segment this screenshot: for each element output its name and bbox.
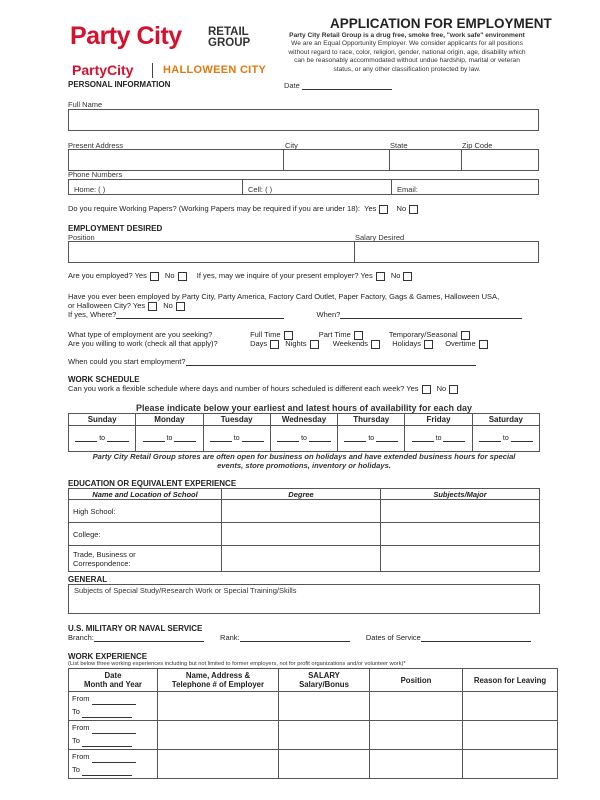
- weekends-checkbox[interactable]: [371, 340, 380, 349]
- highschool-degree-field[interactable]: [222, 500, 381, 523]
- education-heading: EDUCATION OR EQUIVALENT EXPERIENCE: [68, 479, 237, 488]
- cell-phone-field[interactable]: [242, 179, 392, 195]
- work-date-1[interactable]: [69, 692, 158, 721]
- wp-no-checkbox[interactable]: [409, 205, 418, 214]
- trade-label-line2: Correspondence:: [73, 558, 131, 568]
- general-heading: GENERAL: [68, 575, 108, 584]
- zip-field[interactable]: [461, 149, 539, 171]
- work-position-1[interactable]: [370, 692, 463, 721]
- phone-label: Phone Numbers: [68, 170, 123, 179]
- type-question: What type of employment are you seeking?: [68, 330, 213, 339]
- education-row-trade: [69, 546, 540, 572]
- flex-yes-label: Yes: [406, 384, 419, 393]
- where-field[interactable]: [116, 318, 284, 319]
- col-reason: Reason for Leaving: [463, 669, 558, 692]
- hours-wednesday[interactable]: [270, 426, 337, 452]
- general-subjects-label: Subjects of Special Study/Research Work or Special Training/Skills: [74, 586, 297, 595]
- education-row-highschool: [69, 500, 540, 523]
- col-salary: [279, 669, 370, 692]
- work-salary-3[interactable]: [279, 750, 370, 779]
- flex-no-checkbox[interactable]: [449, 385, 458, 394]
- flex-yes-checkbox[interactable]: [422, 385, 431, 394]
- to-text: to: [233, 435, 240, 442]
- policy-line-2: We are an Equal Opportunity Employer. We consider applicants for all positions: [291, 40, 523, 48]
- days-label: Days: [250, 339, 268, 348]
- work-position-2[interactable]: [370, 721, 463, 750]
- schedule-note-line2: events, store promotions, inventory or holidays.: [217, 461, 391, 470]
- employed-question: Are you employed?: [68, 271, 133, 280]
- trade-major-field[interactable]: [381, 546, 540, 572]
- rank-field[interactable]: [240, 641, 350, 642]
- to-text: to: [99, 435, 106, 442]
- schedule-table-title: Please indicate below your earliest and latest hours of availability for each day: [135, 403, 473, 413]
- full-name-field[interactable]: [68, 109, 539, 131]
- date-field[interactable]: [302, 89, 392, 90]
- employed-yes-label: Yes: [134, 271, 147, 280]
- to-text: to: [435, 435, 442, 442]
- work-row-3: [69, 750, 558, 779]
- state-label: State: [390, 141, 408, 150]
- schedule-header-row: [69, 414, 540, 426]
- party-city-logo: [70, 22, 182, 51]
- date-label: [284, 81, 392, 90]
- dates-field[interactable]: [421, 641, 531, 642]
- working-papers-question: Do you require Working Papers? (Working Papers may be required if you are under 18):: [68, 204, 360, 213]
- work-heading: WORK EXPERIENCE: [68, 652, 148, 661]
- work-employer-1[interactable]: [158, 692, 279, 721]
- day-sunday: Sunday: [69, 414, 136, 426]
- employed-no-label: No: [164, 271, 175, 280]
- schedule-hours-row: [69, 426, 540, 452]
- work-table: [68, 668, 558, 779]
- position-field[interactable]: [68, 241, 355, 263]
- work-subheading: (List below three working experiences including but not limited to former employers, not for profit organizations and/or volunteer work)*: [68, 661, 406, 667]
- hours-saturday[interactable]: [472, 426, 539, 452]
- work-salary-2[interactable]: [279, 721, 370, 750]
- highschool-major-field[interactable]: [381, 500, 540, 523]
- logo-divider: [152, 63, 153, 78]
- dates-label: Dates of Service: [365, 633, 421, 642]
- to-label: To: [72, 765, 80, 774]
- work-header-row: [69, 669, 558, 692]
- when-label: When?: [316, 310, 341, 319]
- when-field[interactable]: [340, 318, 522, 319]
- email-label: Email:: [397, 185, 418, 194]
- overtime-checkbox[interactable]: [479, 340, 488, 349]
- day-tuesday: Tuesday: [203, 414, 270, 426]
- page-title: APPLICATION FOR EMPLOYMENT: [330, 16, 552, 31]
- wp-yes-label: Yes: [364, 204, 377, 213]
- group-text: GROUP: [208, 37, 251, 49]
- wp-yes-checkbox[interactable]: [379, 205, 388, 214]
- overtime-label: Overtime: [445, 339, 476, 348]
- hours-tuesday[interactable]: [203, 426, 270, 452]
- col-salary-line2: Salary/Bonus: [299, 680, 349, 689]
- military-row: [68, 633, 531, 642]
- from-label: From: [72, 694, 90, 703]
- salary-label: Salary Desired: [355, 233, 405, 242]
- inquire-no-label: No: [390, 271, 401, 280]
- schedule-table: [68, 413, 540, 452]
- trade-label: [69, 546, 222, 572]
- policy-line-4: can be reasonably accommodated without undue hardship, marital or veteran: [294, 57, 520, 65]
- email-field[interactable]: [391, 179, 539, 195]
- where-when-row: [68, 310, 522, 319]
- day-wednesday: Wednesday: [270, 414, 337, 426]
- schedule-note: [68, 452, 540, 470]
- salary-field[interactable]: [354, 241, 539, 263]
- hours-thursday[interactable]: [338, 426, 405, 452]
- work-employer-2[interactable]: [158, 721, 279, 750]
- inquire-yes-checkbox[interactable]: [376, 272, 385, 281]
- party-city-small-logo: PartyCity: [72, 62, 134, 78]
- hours-monday[interactable]: [136, 426, 203, 452]
- home-phone-field[interactable]: [68, 179, 243, 195]
- col-salary-line1: SALARY: [308, 671, 340, 680]
- retail-group-label: [208, 27, 250, 49]
- education-row-college: [69, 523, 540, 546]
- city-field[interactable]: [283, 149, 390, 171]
- college-label: College:: [69, 523, 222, 546]
- part-time-label: Part Time: [318, 330, 351, 339]
- holidays-checkbox[interactable]: [424, 340, 433, 349]
- work-row-1: [69, 692, 558, 721]
- day-saturday: Saturday: [472, 414, 539, 426]
- inquire-yes-label: Yes: [360, 271, 373, 280]
- ever-no-label: No: [163, 301, 173, 310]
- work-reason-3[interactable]: [463, 750, 558, 779]
- to-label: To: [72, 707, 80, 716]
- to-text: to: [368, 435, 375, 442]
- col-position: Position: [370, 669, 463, 692]
- work-position-3[interactable]: [370, 750, 463, 779]
- employed-row: [68, 271, 416, 281]
- schedule-note-line1: Party City Retail Group stores are often open for business on holidays and have extended business hours for special: [92, 452, 516, 461]
- position-label: Position: [68, 233, 95, 242]
- zip-label: Zip Code: [462, 141, 493, 150]
- policy-text: [272, 32, 542, 74]
- policy-line-3: without regard to race, color, religion, gender, national origin, age, disability which: [288, 48, 526, 56]
- wp-no-label: No: [396, 204, 407, 213]
- halloween-city-logo: HALLOWEEN CITY: [163, 64, 267, 76]
- inquire-question: If yes, may we inquire of your present employer?: [196, 271, 359, 280]
- education-table: [68, 488, 540, 572]
- rank-label: Rank:: [220, 633, 240, 642]
- start-question: When could you start employment?: [68, 357, 186, 366]
- start-row: [68, 357, 476, 366]
- hours-sunday[interactable]: [69, 426, 136, 452]
- days-checkbox[interactable]: [270, 340, 279, 349]
- employment-heading: EMPLOYMENT DESIRED: [68, 224, 163, 233]
- branch-field[interactable]: [94, 641, 204, 642]
- weekends-label: Weekends: [332, 339, 369, 348]
- col-date-line1: Date: [104, 671, 122, 680]
- home-label: Home: ( ): [74, 185, 106, 194]
- from-label: From: [72, 752, 90, 761]
- temporary-label: Temporary/Seasonal: [388, 330, 458, 339]
- nights-checkbox[interactable]: [310, 340, 319, 349]
- personal-heading: PERSONAL INFORMATION: [68, 80, 171, 89]
- col-employer-line1: Name, Address &: [185, 671, 251, 680]
- trade-degree-field[interactable]: [222, 546, 381, 572]
- holidays-label: Holidays: [392, 339, 421, 348]
- military-heading: U.S. MILITARY OR NAVAL SERVICE: [68, 624, 203, 633]
- nights-label: Nights: [285, 339, 307, 348]
- willing-row: [68, 339, 492, 349]
- day-monday: Monday: [136, 414, 203, 426]
- trade-label-line1: Trade, Business or: [73, 549, 136, 559]
- work-reason-2[interactable]: [463, 721, 558, 750]
- policy-line-5: status, or any other classification protected by law.: [333, 65, 481, 73]
- to-text: to: [301, 435, 307, 442]
- work-reason-1[interactable]: [463, 692, 558, 721]
- work-row-2: [69, 721, 558, 750]
- schedule-heading: WORK SCHEDULE: [68, 375, 140, 384]
- col-degree: Degree: [222, 489, 381, 500]
- working-papers-row: [68, 204, 422, 214]
- start-field[interactable]: [186, 365, 476, 366]
- where-label: If yes, Where?: [68, 310, 117, 319]
- work-salary-1[interactable]: [279, 692, 370, 721]
- full-time-label: Full Time: [250, 330, 281, 339]
- state-field[interactable]: [389, 149, 462, 171]
- col-employer: [158, 669, 279, 692]
- highschool-label: High School:: [69, 500, 222, 523]
- employed-no-checkbox[interactable]: [178, 272, 187, 281]
- college-degree-field[interactable]: [222, 523, 381, 546]
- day-friday: Friday: [405, 414, 472, 426]
- flex-row: [68, 384, 462, 394]
- ever-yes-label: Yes: [132, 301, 146, 310]
- education-header-row: [69, 489, 540, 500]
- branch-label: Branch:: [68, 633, 94, 642]
- general-field[interactable]: [68, 584, 540, 614]
- work-employer-3[interactable]: [158, 750, 279, 779]
- col-date: [69, 669, 158, 692]
- flex-question: Can you work a flexible schedule where days and number of hours scheduled is different each week?: [68, 384, 405, 393]
- address-label: Present Address: [68, 141, 124, 150]
- ever-employed-line1: Have you ever been employed by Party City, Party America, Factory Card Outlet, Paper Factory, Gags & Games, Halloween USA,: [68, 292, 500, 301]
- hours-friday[interactable]: [405, 426, 472, 452]
- ever-employed-text: or Halloween City?: [68, 301, 131, 310]
- policy-line-1: Party City Retail Group is a drug free, smoke free, "work safe" environment: [289, 32, 525, 39]
- to-label: To: [72, 736, 80, 745]
- inquire-no-checkbox[interactable]: [403, 272, 412, 281]
- work-date-2[interactable]: [69, 721, 158, 750]
- address-field[interactable]: [68, 149, 284, 171]
- work-date-3[interactable]: [69, 750, 158, 779]
- col-school: Name and Location of School: [69, 489, 222, 500]
- to-text: to: [166, 435, 173, 442]
- col-date-line2: Month and Year: [84, 680, 142, 689]
- cell-label: Cell: ( ): [248, 185, 273, 194]
- date-text: Date: [284, 81, 300, 90]
- city-label: City: [285, 141, 298, 150]
- retail-text: RETAIL: [208, 26, 249, 38]
- from-label: From: [72, 723, 90, 732]
- col-subjects: Subjects/Major: [381, 489, 540, 500]
- employed-yes-checkbox[interactable]: [150, 272, 159, 281]
- willing-question: Are you willing to work (check all that apply)?: [68, 339, 218, 348]
- flex-no-label: No: [436, 384, 447, 393]
- full-name-label: Full Name: [68, 100, 103, 109]
- to-text: to: [502, 435, 509, 442]
- col-employer-line2: Telephone # of Employer: [171, 680, 265, 689]
- day-thursday: Thursday: [338, 414, 405, 426]
- party-city-brand: Party City: [70, 22, 182, 50]
- college-major-field[interactable]: [381, 523, 540, 546]
